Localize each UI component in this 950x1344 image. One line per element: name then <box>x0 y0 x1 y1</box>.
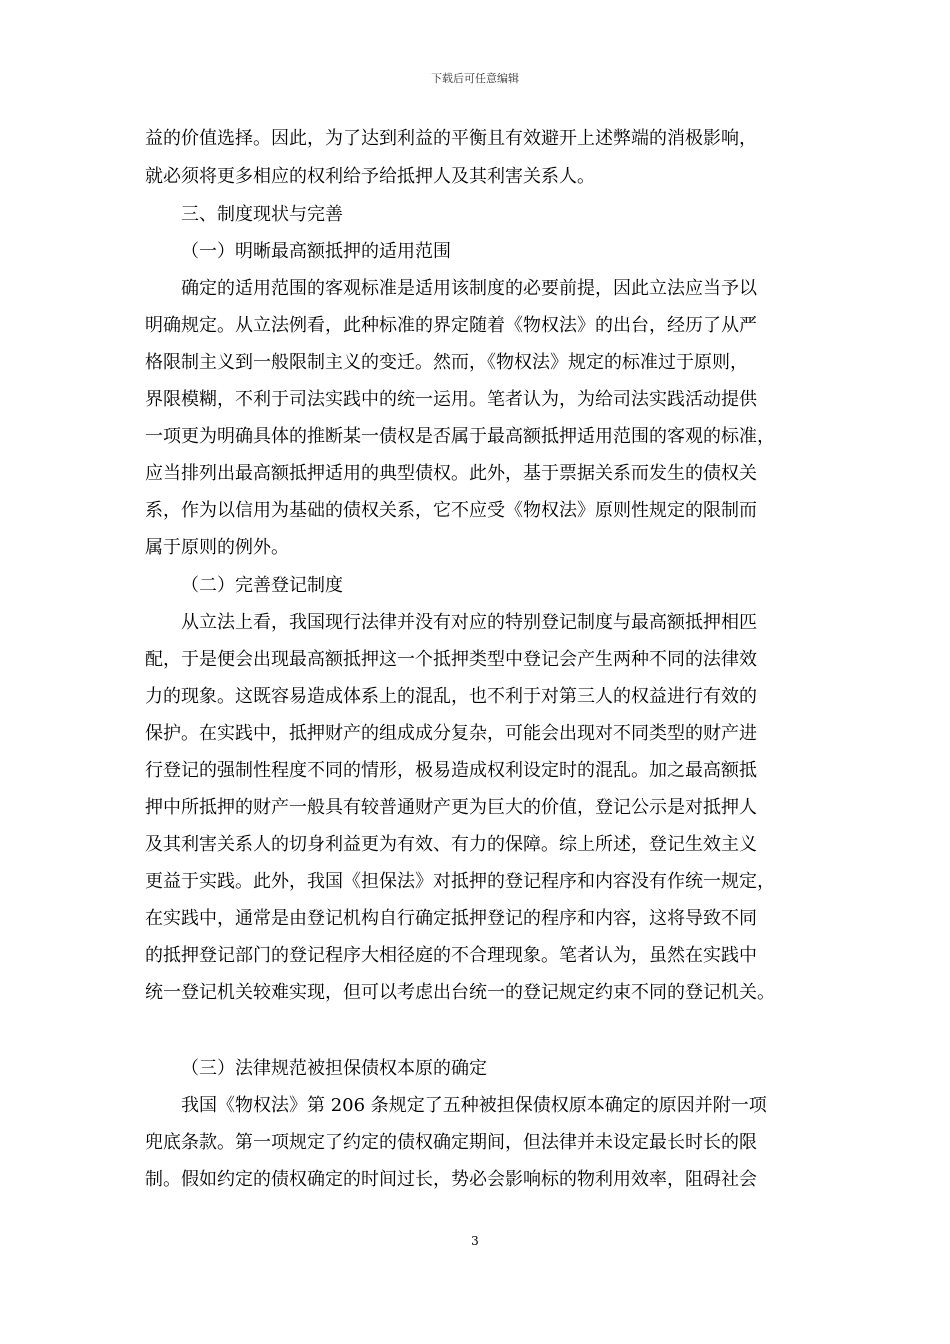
text-line: 及其利害关系人的切身利益更为有效、有力的保障。综上所述，登记生效主义 <box>145 834 757 855</box>
text-line: 押中所抵押的财产一般具有较普通财产更为巨大的价值，登记公示是对抵押人 <box>145 797 757 818</box>
text-line: 力的现象。这既容易造成体系上的混乱，也不利于对第三人的权益进行有效的 <box>145 686 757 707</box>
text-line: 属于原则的例外。 <box>145 537 289 558</box>
text-line: 我国《物权法》第 206 条规定了五种被担保债权原本确定的原因并附一项 <box>181 1095 767 1116</box>
text-line: 应当排列出最高额抵押适用的典型债权。此外，基于票据关系而发生的债权关 <box>145 463 757 484</box>
text-line: 格限制主义到一般限制主义的变迁。然而，《物权法》规定的标准过于原则， <box>145 352 748 373</box>
text-line: 更益于实践。此外，我国《担保法》对抵押的登记程序和内容没有作统一规定， <box>145 871 775 892</box>
text-line: 制。假如约定的债权确定的时间过长，势必会影响标的物利用效率，阻碍社会 <box>145 1169 757 1190</box>
subsection-heading: （三）法律规范被担保债权本原的确定 <box>181 1058 487 1079</box>
text-line: 配，于是便会出现最高额抵押这一个抵押类型中登记会产生两种不同的法律效 <box>145 649 757 670</box>
text-line: 从立法上看，我国现行法律并没有对应的特别登记制度与最高额抵押相匹 <box>181 612 757 633</box>
text-line: 统一登记机关较难实现，但可以考虑出台统一的登记规定约束不同的登记机关。 <box>145 982 775 1003</box>
text-line: 在实践中，通常是由登记机构自行确定抵押登记的程序和内容，这将导致不同 <box>145 908 757 929</box>
text-line: 兜底条款。第一项规定了约定的债权确定期间，但法律并未设定最长时长的限 <box>145 1132 757 1153</box>
text-line: 保护。在实践中，抵押财产的组成成分复杂，可能会出现对不同类型的财产进 <box>145 723 757 744</box>
text-line: 一项更为明确具体的推断某一债权是否属于最高额抵押适用范围的客观的标准， <box>145 426 775 447</box>
page-header: 下载后可任意编辑 <box>431 72 519 85</box>
subsection-heading: （一）明晰最高额抵押的适用范围 <box>181 241 451 262</box>
text-line: 行登记的强制性程度不同的情形，极易造成权利设定时的混乱。加之最高额抵 <box>145 760 757 781</box>
text-line: 系，作为以信用为基础的债权关系，它不应受《物权法》原则性规定的限制而 <box>145 500 757 521</box>
text-line: 界限模糊，不利于司法实践中的统一运用。笔者认为，为给司法实践活动提供 <box>145 389 757 410</box>
subsection-heading: （二）完善登记制度 <box>181 575 343 596</box>
text-line: 益的价值选择。因此，为了达到利益的平衡且有效避开上述弊端的消极影响， <box>145 128 757 149</box>
section-heading: 三、制度现状与完善 <box>181 204 343 225</box>
text-line: 的抵押登记部门的登记程序大相径庭的不合理现象。笔者认为，虽然在实践中 <box>145 945 757 966</box>
text-line: 确定的适用范围的客观标准是适用该制度的必要前提，因此立法应当予以 <box>181 278 757 299</box>
text-line: 明确规定。从立法例看，此种标准的界定随着《物权法》的出台，经历了从严 <box>145 315 757 336</box>
text-line: 就必须将更多相应的权利给予给抵押人及其利害关系人。 <box>145 166 595 187</box>
page-number: 3 <box>471 1234 479 1248</box>
